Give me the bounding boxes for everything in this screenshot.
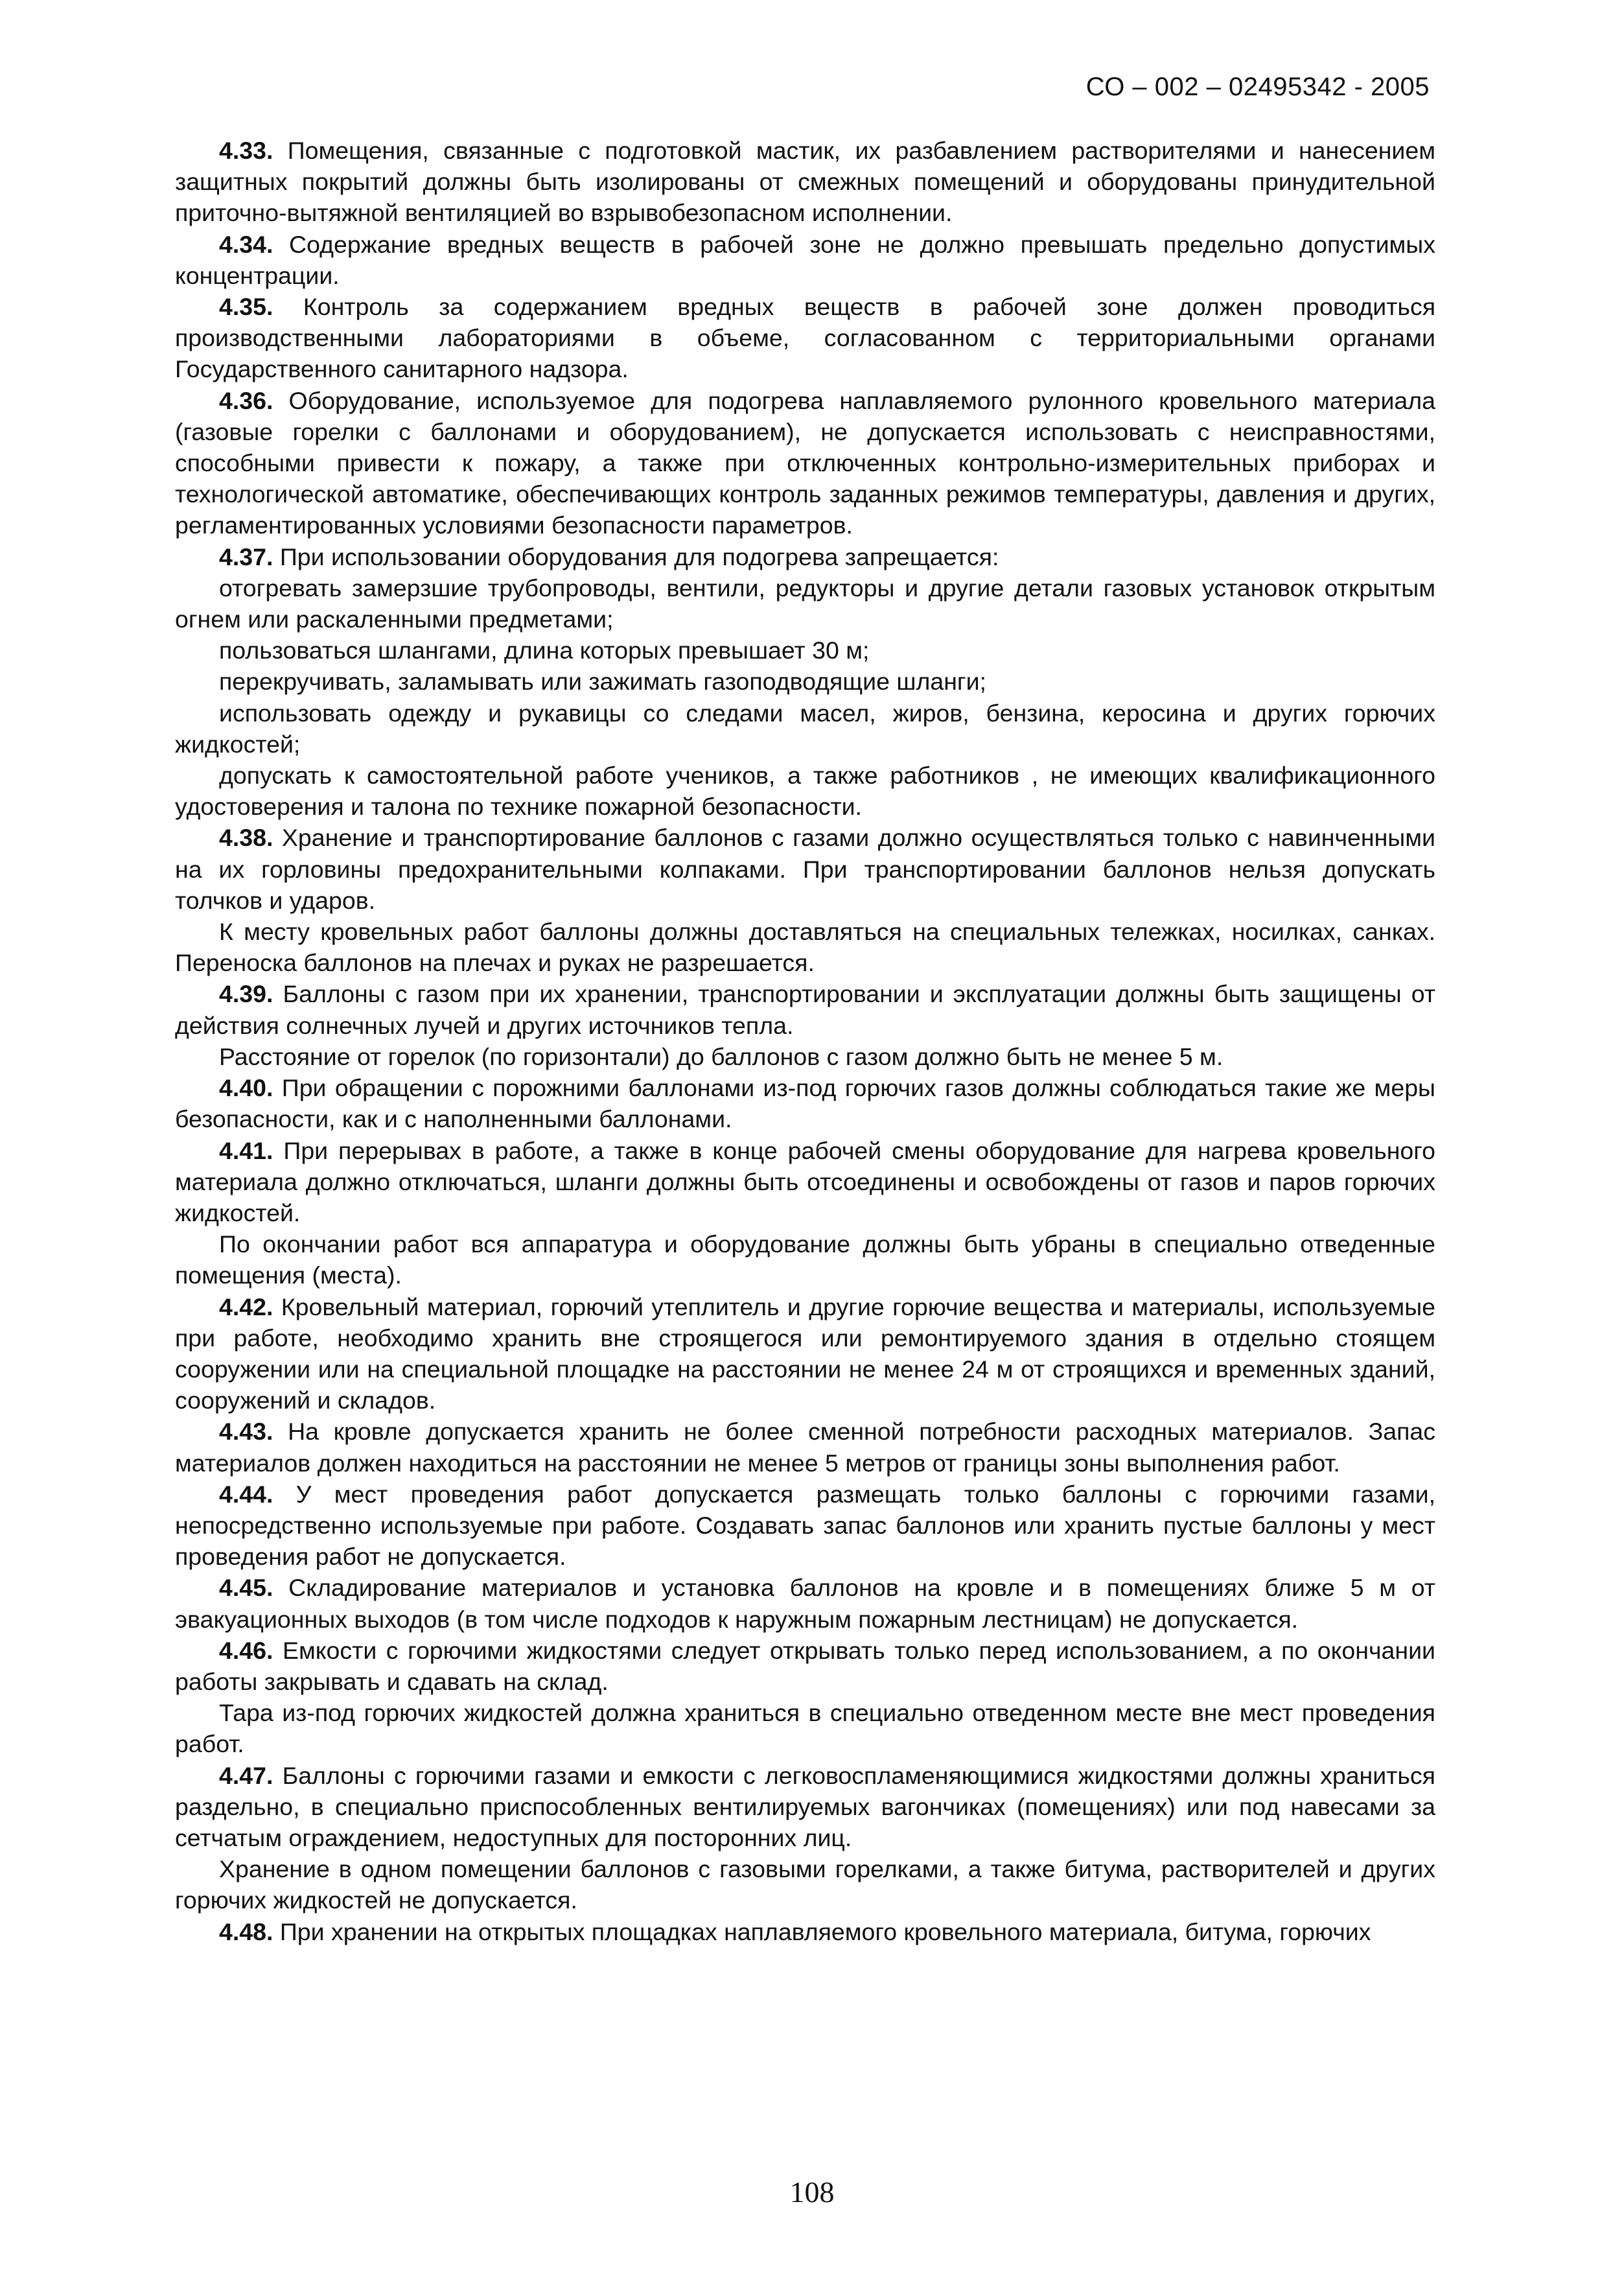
paragraph-text: Емкости с горючими жидкостями следует открывать только перед использованием, а по окончании работы закрывать и сдавать на склад. xyxy=(175,1636,1435,1695)
paragraph-4-36 xyxy=(175,385,1435,541)
paragraph-4-43 xyxy=(175,1416,1435,1478)
paragraph-text: При обращении с порожними баллонами из-под горючих газов должны соблюдаться такие же меры безопасности, как и с наполненными баллонами. xyxy=(175,1074,1435,1133)
paragraph-number: 4.39. xyxy=(219,980,273,1008)
paragraph-number: 4.43. xyxy=(219,1418,273,1446)
paragraph-4-47-separate xyxy=(175,1853,1435,1916)
paragraph-text: Баллоны с газом при их хранении, транспортировании и эксплуатации должны быть защищены от действия солнечных лучей и других источников тепла. xyxy=(175,980,1435,1039)
paragraph-4-38 xyxy=(175,822,1435,916)
paragraph-number: 4.33. xyxy=(219,137,273,164)
paragraph-number: 4.34. xyxy=(219,230,273,258)
paragraph-text: Баллоны с горючими газами и емкости с легковоспламеняющимися жидкостями должны храниться раздельно, в специально приспособленных вентилируемых вагончиках (помещениях) или под навесами за сетчатым ограждением, недоступных для посторонних лиц. xyxy=(175,1761,1435,1851)
paragraph-text: Складирование материалов и установка баллонов на кровле и в помещениях ближе 5 м от эвакуационных выходов (в том числе подходов к наружным пожарным лестницам) не допускается. xyxy=(175,1574,1435,1633)
paragraph-text: Хранение и транспортирование баллонов с газами должно осуществляться только с навинченными на их горловины предохранительными колпаками. При транспортировании баллонов нельзя допускать толчков и ударов. xyxy=(175,824,1435,914)
paragraph-number: 4.45. xyxy=(219,1574,273,1602)
paragraph-number: 4.48. xyxy=(219,1917,273,1945)
paragraph-4-48 xyxy=(175,1916,1435,1947)
paragraph-number: 4.37. xyxy=(219,543,273,570)
list-item-hoses-length xyxy=(175,635,1435,666)
list-item-clothing xyxy=(175,697,1435,760)
document-body xyxy=(175,135,1435,1947)
paragraph-text: Тара из-под горючих жидкостей должна храниться в специально отведенном месте вне мест проведения работ. xyxy=(175,1699,1435,1758)
paragraph-4-39 xyxy=(175,978,1435,1040)
list-item-hoses-twist xyxy=(175,666,1435,697)
paragraph-number: 4.47. xyxy=(219,1761,273,1789)
paragraph-number: 4.38. xyxy=(219,824,273,852)
paragraph-text: Контроль за содержанием вредных веществ в рабочей зоне должен проводиться производственными лабораториями в объеме, согласованном с территориальными органами Государственного санитарного надзора. xyxy=(175,293,1435,383)
paragraph-4-44 xyxy=(175,1479,1435,1573)
paragraph-4-37 xyxy=(175,541,1435,572)
paragraph-4-45 xyxy=(175,1572,1435,1634)
paragraph-text: При использовании оборудования для подогрева запрещается: xyxy=(279,543,999,570)
paragraph-4-33 xyxy=(175,135,1435,229)
paragraph-number: 4.36. xyxy=(219,386,273,414)
list-item-admission xyxy=(175,760,1435,822)
paragraph-4-41-storage xyxy=(175,1228,1435,1291)
paragraph-4-35 xyxy=(175,291,1435,385)
paragraph-number: 4.42. xyxy=(219,1293,273,1320)
paragraph-text: При перерывах в работе, а также в конце рабочей смены оборудование для нагрева кровельного материала должно отключаться, шланги должны быть отсоединены и освобождены от газов и паров горючих жидкостей. xyxy=(175,1136,1435,1226)
paragraph-text: пользоваться шлангами, длина которых превышает 30 м; xyxy=(219,637,870,664)
paragraph-text: Содержание вредных веществ в рабочей зоне не должно превышать предельно допустимых концентрации. xyxy=(175,230,1435,289)
paragraph-text: На кровле допускается хранить не более сменной потребности расходных материалов. Запас материалов должен находиться на расстоянии не менее 5 метров от границы зоны выполнения работ. xyxy=(175,1418,1436,1477)
paragraph-text: Кровельный материал, горючий утеплитель и другие горючие вещества и материалы, используемые при работе, необходимо хранить вне строящегося или ремонтируемого здания в отдельно стоящем сооружении или на специальной площадке на расстоянии не менее 24 м от строящихся и временных зданий, сооружений и складов. xyxy=(175,1293,1436,1414)
paragraph-number: 4.40. xyxy=(219,1074,273,1102)
paragraph-text: перекручивать, заламывать или зажимать газоподводящие шланги; xyxy=(219,668,986,696)
paragraph-number: 4.41. xyxy=(219,1136,273,1164)
paragraph-4-46 xyxy=(175,1635,1435,1697)
paragraph-text: При хранении на открытых площадках наплавляемого кровельного материала, битума, горючих xyxy=(279,1917,1371,1945)
page-number: 108 xyxy=(789,2175,835,2209)
paragraph-text: отогревать замерзшие трубопроводы, вентили, редукторы и другие детали газовых установок открытым огнем или раскаленными предметами; xyxy=(175,574,1435,633)
paragraph-number: 4.35. xyxy=(219,293,273,321)
paragraph-text: допускать к самостоятельной работе учеников, а также работников , не имеющих квалификационного удостоверения и талона по технике пожарной безопасности. xyxy=(175,762,1435,821)
paragraph-4-38-delivery xyxy=(175,916,1435,978)
paragraph-text: Расстояние от горелок (по горизонтали) до баллонов с газом должно быть не менее 5 м. xyxy=(219,1042,1224,1070)
paragraph-4-47 xyxy=(175,1760,1435,1854)
list-item-thawing xyxy=(175,572,1435,635)
paragraph-number: 4.46. xyxy=(219,1636,273,1664)
paragraph-4-39-distance xyxy=(175,1041,1435,1072)
paragraph-4-41 xyxy=(175,1135,1435,1229)
paragraph-4-34 xyxy=(175,229,1435,291)
paragraph-text: Оборудование, используемое для подогрева наплавляемого рулонного кровельного материала (газовые горелки с баллонами и оборудованием), не допускается использовать с неисправностями, способными привести к пожару, а также при отключенных контрольно-измерительных приборах и технологической автоматике, обеспечивающих контроль заданных режимов температуры, давления и других, регламентированных условиями безопасности параметров. xyxy=(175,386,1436,539)
paragraph-text: Помещения, связанные с подготовкой мастик, их разбавлением растворителями и нанесением защитных покрытий должны быть изолированы от смежных помещений и оборудованы принудительной приточно-вытяжной вентиляцией во взрывобезопасном исполнении. xyxy=(175,137,1435,227)
paragraph-text: Хранение в одном помещении баллонов с газовыми горелками, а также битума, растворителей и других горючих жидкостей не допускается. xyxy=(175,1855,1435,1914)
paragraph-4-40 xyxy=(175,1072,1435,1134)
paragraph-text: У мест проведения работ допускается размещать только баллоны с горючими газами, непосредственно используемые при работе. Создавать запас баллонов или хранить пустые баллоны у мест проведения работ не допускается. xyxy=(175,1480,1435,1571)
paragraph-4-46-containers xyxy=(175,1697,1435,1759)
paragraph-number: 4.44. xyxy=(219,1480,273,1508)
paragraph-text: По окончании работ вся аппаратура и оборудование должны быть убраны в специально отведенные помещения (места). xyxy=(175,1230,1435,1289)
paragraph-text: использовать одежду и рукавицы со следами масел, жиров, бензина, керосина и других горючих жидкостей; xyxy=(175,699,1435,758)
paragraph-text: К месту кровельных работ баллоны должны доставляться на специальных тележках, носилках, санках. Переноска баллонов на плечах и руках не разрешается. xyxy=(175,918,1435,977)
document-code-header: СО – 002 – 02495342 - 2005 xyxy=(1085,73,1430,101)
paragraph-4-42 xyxy=(175,1291,1435,1416)
